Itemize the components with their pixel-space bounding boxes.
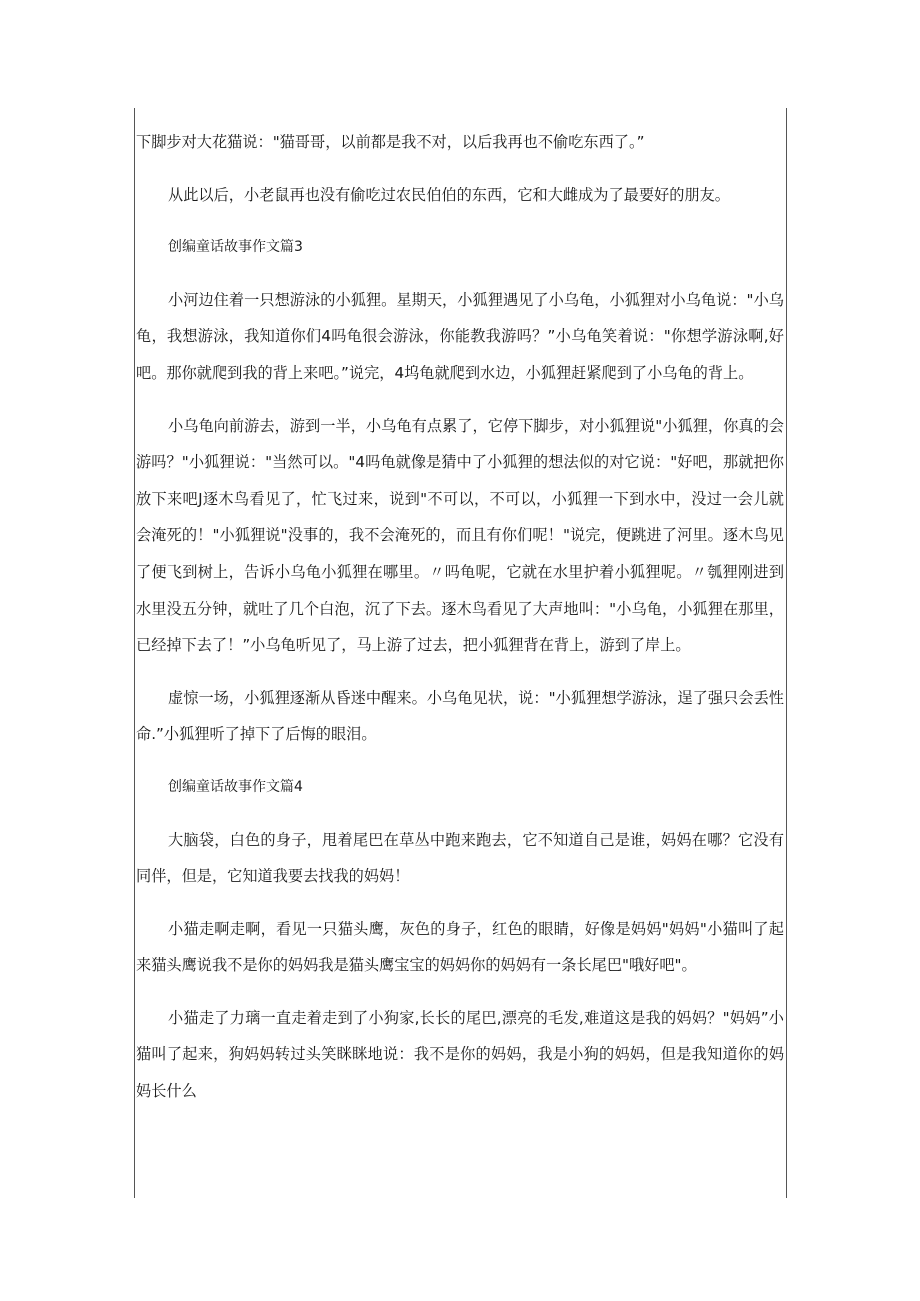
document-body [136,124,784,1126]
body-paragraph: 小河边住着一只想游泳的小狐狸。星期天，小狐狸遇见了小乌龟，小狐狸对小乌龟说："小乌龟，我想游泳，我知道你们4吗龟很会游泳，你能教我游吗？”小乌龟笑着说："你想学游泳啊,好吧。那你就爬到我的背上来吧。”说完，4坞龟就爬到水边，小狐狸赶紧爬到了小乌龟的背上。 [136,290,784,382]
body-paragraph: 小猫走了力璃一直走着走到了小狗家,长长的尾巴,漂亮的毛发,难道这是我的妈妈？"妈妈”小猫叫了起来，狗妈妈转过头笑眯眯地说：我不是你的妈妈，我是小狗的妈妈，但是我知道你的妈妈长什么 [136,1008,784,1101]
body-paragraph: 虚惊一场，小狐狸逐渐从昏迷中醒来。小乌龟见状，说："小狐狸想学游泳，逞了强只会丢性命.”小狐狸听了掉下了后悔的眼泪。 [136,688,784,744]
body-paragraph: 小猫走啊走啊，看见一只猫头鹰，灰色的身子，红色的眼睛，好像是妈妈"妈妈"小猫叫了起来猫头鹰说我不是你的妈妈我是猫头鹰宝宝的妈妈你的妈妈有一条长尾巴"哦好吧"。 [136,919,784,975]
body-paragraph: 小乌龟向前游去，游到一半，小乌龟有点累了，它停下脚步，对小狐狸说"小狐狸，你真的会游吗？"小狐狸说："当然可以。"4吗龟就像是猜中了小狐狸的想法似的对它说："好吧，那就把你放下来吧J逐木鸟看见了，忙飞过来，说到"不可以，不可以，小狐狸一下到水中，没过一会儿就会淹死的！"小狐狸说"没事的，我不会淹死的，而且有你们呢！"说完，便跳进了河里。逐木鸟见了便飞到树上，告诉小乌龟小狐狸在哪里。〃吗龟呢，它就在水里护着小狐狸呢。〃瓠狸刚进到水里没五分钟，就吐了几个白泡，沉了下去。逐木鸟看见了大声地叫："小乌龟，小狐狸在那里，已经掉下去了！”小乌龟听见了，马上游了过去，把小狐狸背在背上，游到了岸上。 [136,416,784,655]
section-heading: 创编童话故事作文篇3 [168,239,303,256]
body-paragraph: 从此以后，小老鼠再也没有偷吃过农民伯伯的东西，它和大雌成为了最要好的朋友。 [168,185,730,204]
body-paragraph: 大脑袋，白色的身子，甩着尾巴在草丛中跑来跑去，它不知道自己是谁，妈妈在哪？它没有同伴，但是，它知道我要去找我的妈妈！ [136,830,784,886]
body-paragraph: 下脚步对大花猫说："猫哥哥，以前都是我不对，以后我再也不偷吃东西了。” [136,133,645,151]
section-heading: 创编童话故事作文篇4 [168,778,303,795]
right-margin-rule [786,108,787,1198]
left-margin-rule [134,108,135,1198]
